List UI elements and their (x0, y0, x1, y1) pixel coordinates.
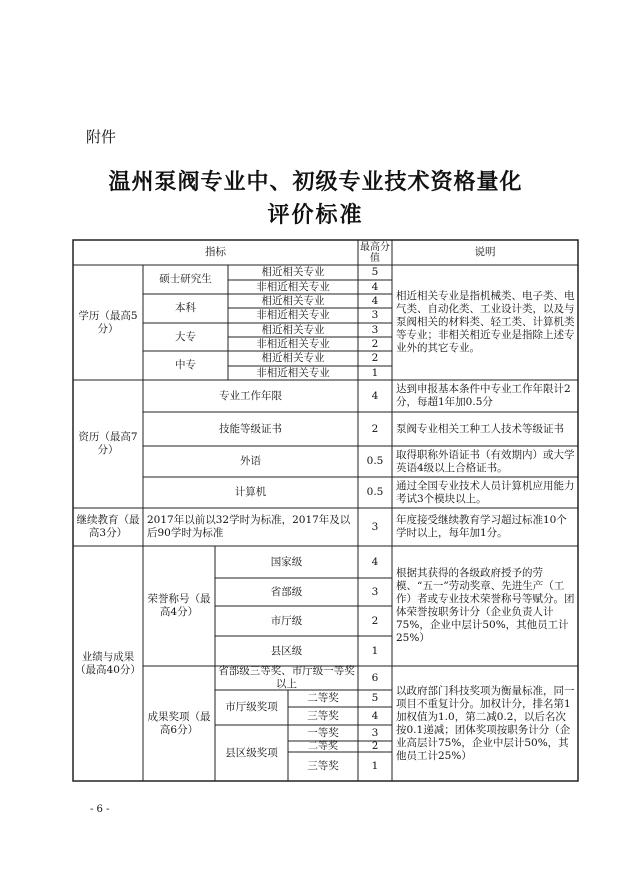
unrelated-major: 非相近相关专业 (256, 309, 330, 321)
experience-label: 资历（最高7分） (78, 431, 138, 456)
continuing-note: 年度接受继续教育学习超过标准10个学时以上，每年加1分。 (396, 514, 567, 539)
related-major: 相近相关专业 (261, 266, 325, 278)
award-rank: 一等奖 (307, 726, 339, 739)
unrelated-major: 非相近相关专业 (256, 280, 330, 293)
degree-college: 大专 (175, 330, 196, 343)
score: 3 (371, 585, 379, 598)
degree-secondary: 中专 (175, 359, 196, 371)
award-note: 以政府部门科技奖项为衡量标准，同一项目不重复计分。加权计分，排名第1加权值为1.0，第二减0.2，以后名次按0.1递减；团体奖项按职务计分（企业高层计75%，企业中层计50%，其他员工计25%） (396, 684, 575, 762)
score: 3 (371, 726, 379, 739)
degree-master: 硕士研究生 (159, 273, 212, 285)
score: 3 (371, 323, 379, 336)
continuing-label: 继续教育（最高3分） (76, 514, 140, 539)
honor-level: 市厅级 (270, 614, 303, 627)
score: 4 (371, 294, 379, 307)
award-city-level: 市厅级奖项 (225, 701, 278, 713)
performance-label: 业绩与成果（最高40分） (75, 650, 141, 676)
experience-note: 达到申报基本条件中专业工作年限计2分，每超1年加0.5分 (396, 383, 571, 408)
related-major: 相近相关专业 (261, 352, 325, 364)
honor-level: 县区级 (270, 644, 303, 657)
education-label: 学历（最高5分） (78, 309, 138, 335)
score: 2 (371, 614, 379, 627)
score: 3 (371, 309, 379, 321)
experience-item: 计算机 (234, 486, 267, 498)
honor-level: 国家级 (270, 555, 303, 568)
score: 5 (371, 692, 379, 704)
score: 6 (371, 671, 379, 684)
award-county-level: 县区级奖项 (225, 746, 278, 759)
score: 0.5 (366, 455, 384, 467)
score: 2 (371, 741, 379, 752)
degree-bachelor: 本科 (175, 302, 196, 314)
score: 4 (371, 555, 379, 568)
unrelated-major: 非相近相关专业 (256, 337, 330, 350)
score: 1 (371, 644, 379, 657)
honor-note: 根据其获得的各级政府授予的劳模、“五一”劳动奖章、先进生产（工作）者或专业技术荣誉称号等赋分。团体荣誉按职务计分（企业负责人计75%，企业中层计50%，其他员工计25%） (396, 567, 575, 644)
award-rank: 三等奖 (307, 709, 339, 722)
award-top-level: 省部级三等奖、市厅级一等奖以上 (218, 665, 355, 690)
experience-item: 外语 (240, 455, 261, 467)
honor-label: 荣誉称号（最高4分） (147, 593, 211, 618)
experience-note: 取得职称外语证书（有效期内）或大学英语4级以上合格证书。 (396, 448, 575, 474)
score: 1 (371, 366, 379, 379)
award-rank: 二等奖 (307, 692, 339, 704)
score: 2 (371, 337, 379, 350)
score: 3 (371, 520, 379, 533)
award-label: 成果奖项（最高6分） (147, 710, 211, 736)
score: 1 (371, 760, 379, 772)
score: 4 (371, 709, 379, 722)
attachment-label: 附件 (86, 128, 117, 146)
education-note: 相近相关专业是指机械类、电子类、电气类、自动化类、工业设计类，以及与泵阀相关的材料类、轻工类、计算机类等专业；非相关相近专业是指除上述专业外的其它专业。 (396, 290, 575, 354)
award-rank: 二等奖 (308, 741, 338, 752)
document-title-line2: 评价标准 (267, 202, 364, 228)
related-major: 相近相关专业 (261, 294, 325, 307)
score: 4 (371, 280, 379, 293)
header-max-score: 最高分值 (360, 241, 390, 264)
honor-level: 省部级 (270, 585, 303, 598)
related-major: 相近相关专业 (261, 323, 325, 336)
experience-note: 通过全国专业技术人员计算机应用能力考试3个模块以上。 (396, 479, 575, 505)
header-note: 说明 (474, 246, 496, 258)
page-number: - 6 - (90, 804, 110, 815)
score: 2 (371, 422, 379, 435)
score: 2 (371, 352, 379, 364)
score: 0.5 (366, 486, 384, 498)
document-title: 温州泵阀专业中、初级专业技术资格量化 (108, 169, 523, 195)
unrelated-major: 非相近相关专业 (256, 366, 330, 379)
experience-item: 专业工作年限 (219, 389, 282, 402)
award-rank: 三等奖 (307, 760, 339, 772)
score: 4 (371, 389, 379, 402)
experience-item: 技能等级证书 (219, 422, 282, 435)
header-indicator: 指标 (205, 246, 226, 258)
continuing-item: 2017年以前以32学时为标准，2017年及以后90学时为标准 (147, 514, 351, 539)
score: 5 (371, 266, 379, 278)
experience-note: 泵阀专业相关工种工人技术等级证书 (396, 422, 564, 435)
